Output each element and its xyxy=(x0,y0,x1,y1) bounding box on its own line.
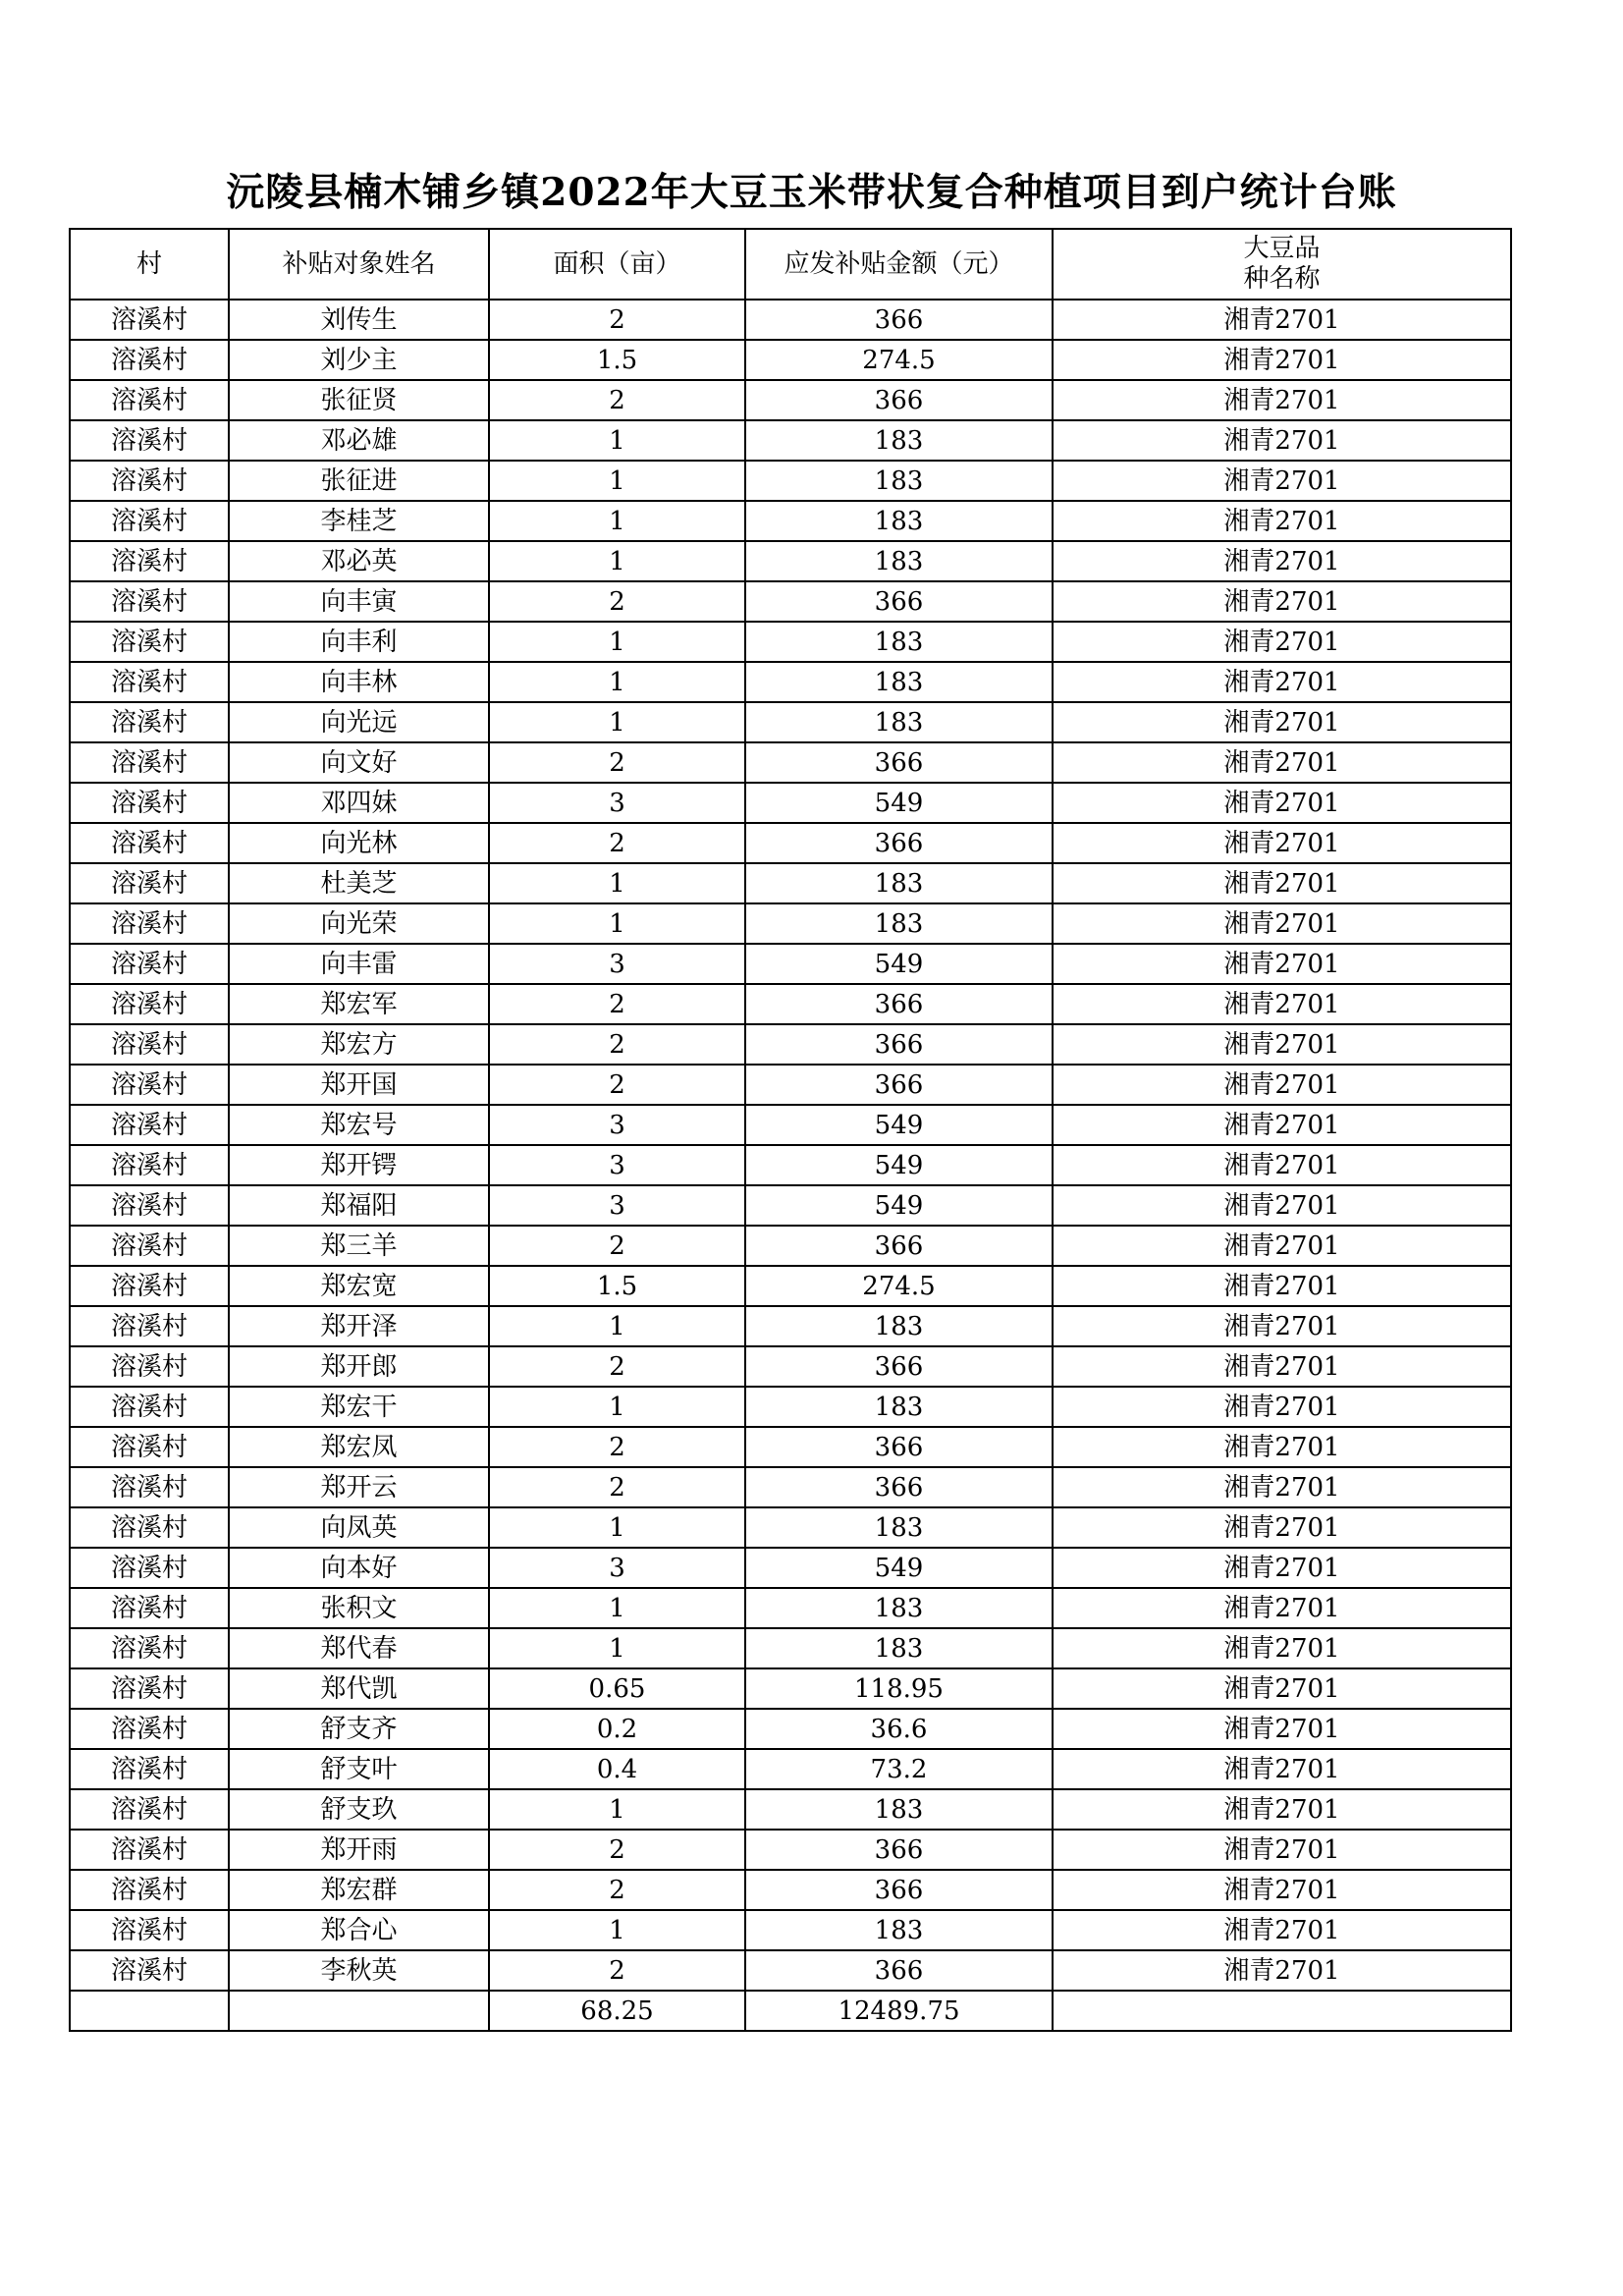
cell-amount: 366 xyxy=(745,1950,1053,1991)
cell-variety: 湘青2701 xyxy=(1053,783,1511,823)
cell-area: 1.5 xyxy=(489,340,745,380)
cell-amount: 183 xyxy=(745,1628,1053,1668)
table-row xyxy=(70,1628,1511,1668)
cell-variety: 湘青2701 xyxy=(1053,984,1511,1024)
table-row xyxy=(70,1709,1511,1749)
header-name: 补贴对象姓名 xyxy=(229,229,489,300)
total-village xyxy=(70,1991,229,2031)
cell-amount: 366 xyxy=(745,1226,1053,1266)
cell-variety: 湘青2701 xyxy=(1053,1427,1511,1467)
cell-amount: 549 xyxy=(745,1185,1053,1226)
cell-village: 溶溪村 xyxy=(70,944,229,984)
cell-name: 邓四妹 xyxy=(229,783,489,823)
cell-name: 向本好 xyxy=(229,1548,489,1588)
cell-village: 溶溪村 xyxy=(70,903,229,944)
table-row xyxy=(70,1226,1511,1266)
cell-area: 1 xyxy=(489,662,745,702)
cell-name: 郑宏宽 xyxy=(229,1266,489,1306)
cell-area: 1 xyxy=(489,501,745,541)
total-name xyxy=(229,1991,489,2031)
cell-variety: 湘青2701 xyxy=(1053,300,1511,340)
cell-village: 溶溪村 xyxy=(70,1105,229,1145)
cell-village: 溶溪村 xyxy=(70,1709,229,1749)
cell-amount: 183 xyxy=(745,1588,1053,1628)
cell-village: 溶溪村 xyxy=(70,1467,229,1507)
total-area: 68.25 xyxy=(489,1991,745,2031)
cell-area: 0.2 xyxy=(489,1709,745,1749)
cell-amount: 366 xyxy=(745,581,1053,622)
cell-variety: 湘青2701 xyxy=(1053,1346,1511,1387)
cell-amount: 73.2 xyxy=(745,1749,1053,1789)
cell-area: 2 xyxy=(489,984,745,1024)
cell-area: 1.5 xyxy=(489,1266,745,1306)
cell-name: 邓必英 xyxy=(229,541,489,581)
cell-variety: 湘青2701 xyxy=(1053,1910,1511,1950)
table-row xyxy=(70,420,1511,461)
cell-village: 溶溪村 xyxy=(70,1668,229,1709)
cell-name: 向凤英 xyxy=(229,1507,489,1548)
cell-amount: 366 xyxy=(745,300,1053,340)
cell-name: 舒支齐 xyxy=(229,1709,489,1749)
cell-area: 2 xyxy=(489,1226,745,1266)
cell-village: 溶溪村 xyxy=(70,1024,229,1065)
cell-area: 2 xyxy=(489,300,745,340)
cell-village: 溶溪村 xyxy=(70,1830,229,1870)
cell-variety: 湘青2701 xyxy=(1053,863,1511,903)
cell-name: 杜美芝 xyxy=(229,863,489,903)
cell-village: 溶溪村 xyxy=(70,984,229,1024)
cell-amount: 183 xyxy=(745,1789,1053,1830)
cell-area: 1 xyxy=(489,541,745,581)
cell-name: 向丰雷 xyxy=(229,944,489,984)
table-row xyxy=(70,1950,1511,1991)
cell-village: 溶溪村 xyxy=(70,1749,229,1789)
table-row xyxy=(70,903,1511,944)
cell-name: 郑宏干 xyxy=(229,1387,489,1427)
cell-amount: 183 xyxy=(745,863,1053,903)
cell-variety: 湘青2701 xyxy=(1053,340,1511,380)
cell-area: 2 xyxy=(489,1346,745,1387)
table-row xyxy=(70,380,1511,420)
cell-amount: 183 xyxy=(745,461,1053,501)
cell-area: 2 xyxy=(489,581,745,622)
cell-area: 3 xyxy=(489,783,745,823)
cell-village: 溶溪村 xyxy=(70,1145,229,1185)
ledger-table xyxy=(69,228,1512,2032)
total-row xyxy=(70,1991,1511,2031)
cell-village: 溶溪村 xyxy=(70,823,229,863)
cell-variety: 湘青2701 xyxy=(1053,742,1511,783)
cell-name: 李秋英 xyxy=(229,1950,489,1991)
cell-area: 2 xyxy=(489,1830,745,1870)
cell-area: 3 xyxy=(489,944,745,984)
cell-village: 溶溪村 xyxy=(70,1226,229,1266)
cell-variety: 湘青2701 xyxy=(1053,1266,1511,1306)
cell-variety: 湘青2701 xyxy=(1053,662,1511,702)
header-amount: 应发补贴金额（元） xyxy=(745,229,1053,300)
table-row xyxy=(70,622,1511,662)
cell-village: 溶溪村 xyxy=(70,1427,229,1467)
table-row xyxy=(70,541,1511,581)
cell-name: 郑代春 xyxy=(229,1628,489,1668)
cell-area: 2 xyxy=(489,1065,745,1105)
table-row xyxy=(70,581,1511,622)
cell-area: 2 xyxy=(489,742,745,783)
cell-variety: 湘青2701 xyxy=(1053,1628,1511,1668)
cell-name: 向丰林 xyxy=(229,662,489,702)
cell-name: 郑宏方 xyxy=(229,1024,489,1065)
cell-village: 溶溪村 xyxy=(70,1950,229,1991)
cell-name: 郑三羊 xyxy=(229,1226,489,1266)
cell-amount: 366 xyxy=(745,1870,1053,1910)
cell-name: 郑宏群 xyxy=(229,1870,489,1910)
table-row xyxy=(70,823,1511,863)
cell-amount: 549 xyxy=(745,783,1053,823)
cell-area: 2 xyxy=(489,1024,745,1065)
table-row xyxy=(70,1668,1511,1709)
cell-amount: 274.5 xyxy=(745,1266,1053,1306)
cell-village: 溶溪村 xyxy=(70,1185,229,1226)
cell-area: 3 xyxy=(489,1145,745,1185)
cell-village: 溶溪村 xyxy=(70,1346,229,1387)
cell-area: 1 xyxy=(489,1588,745,1628)
cell-name: 张征进 xyxy=(229,461,489,501)
cell-name: 向文好 xyxy=(229,742,489,783)
cell-variety: 湘青2701 xyxy=(1053,903,1511,944)
cell-amount: 183 xyxy=(745,420,1053,461)
cell-amount: 183 xyxy=(745,501,1053,541)
cell-village: 溶溪村 xyxy=(70,1387,229,1427)
cell-area: 2 xyxy=(489,1950,745,1991)
cell-area: 0.65 xyxy=(489,1668,745,1709)
cell-variety: 湘青2701 xyxy=(1053,1145,1511,1185)
cell-area: 2 xyxy=(489,1467,745,1507)
cell-area: 0.4 xyxy=(489,1749,745,1789)
header-variety xyxy=(1053,229,1511,300)
cell-village: 溶溪村 xyxy=(70,581,229,622)
table-row xyxy=(70,783,1511,823)
cell-area: 1 xyxy=(489,622,745,662)
cell-amount: 366 xyxy=(745,1427,1053,1467)
cell-village: 溶溪村 xyxy=(70,541,229,581)
cell-amount: 183 xyxy=(745,1306,1053,1346)
cell-village: 溶溪村 xyxy=(70,783,229,823)
cell-name: 郑合心 xyxy=(229,1910,489,1950)
cell-village: 溶溪村 xyxy=(70,1870,229,1910)
cell-name: 郑代凯 xyxy=(229,1668,489,1709)
cell-variety: 湘青2701 xyxy=(1053,1467,1511,1507)
cell-variety: 湘青2701 xyxy=(1053,823,1511,863)
cell-village: 溶溪村 xyxy=(70,702,229,742)
table-row xyxy=(70,1266,1511,1306)
cell-area: 1 xyxy=(489,1306,745,1346)
ledger-body xyxy=(70,300,1511,1991)
total-amount: 12489.75 xyxy=(745,1991,1053,2031)
cell-village: 溶溪村 xyxy=(70,662,229,702)
cell-area: 1 xyxy=(489,863,745,903)
cell-area: 2 xyxy=(489,1870,745,1910)
cell-area: 1 xyxy=(489,1910,745,1950)
table-row xyxy=(70,1467,1511,1507)
table-row xyxy=(70,1145,1511,1185)
cell-village: 溶溪村 xyxy=(70,1507,229,1548)
cell-variety: 湘青2701 xyxy=(1053,1024,1511,1065)
cell-area: 3 xyxy=(489,1548,745,1588)
cell-variety: 湘青2701 xyxy=(1053,581,1511,622)
cell-amount: 36.6 xyxy=(745,1709,1053,1749)
cell-name: 郑开雨 xyxy=(229,1830,489,1870)
cell-name: 向光林 xyxy=(229,823,489,863)
cell-name: 刘少主 xyxy=(229,340,489,380)
cell-name: 郑开泽 xyxy=(229,1306,489,1346)
cell-village: 溶溪村 xyxy=(70,742,229,783)
cell-area: 3 xyxy=(489,1185,745,1226)
cell-village: 溶溪村 xyxy=(70,380,229,420)
cell-village: 溶溪村 xyxy=(70,863,229,903)
cell-village: 溶溪村 xyxy=(70,1065,229,1105)
cell-name: 舒支叶 xyxy=(229,1749,489,1789)
cell-variety: 湘青2701 xyxy=(1053,1588,1511,1628)
table-row xyxy=(70,1830,1511,1870)
table-row xyxy=(70,1789,1511,1830)
total-variety xyxy=(1053,1991,1511,2031)
cell-name: 舒支玖 xyxy=(229,1789,489,1830)
table-row xyxy=(70,742,1511,783)
cell-amount: 366 xyxy=(745,1024,1053,1065)
table-row xyxy=(70,1105,1511,1145)
cell-amount: 549 xyxy=(745,944,1053,984)
cell-area: 1 xyxy=(489,903,745,944)
cell-village: 溶溪村 xyxy=(70,1548,229,1588)
table-row xyxy=(70,300,1511,340)
header-variety-line2: 种名称 xyxy=(1243,264,1321,294)
cell-name: 向光远 xyxy=(229,702,489,742)
cell-name: 郑开云 xyxy=(229,1467,489,1507)
cell-village: 溶溪村 xyxy=(70,300,229,340)
cell-amount: 549 xyxy=(745,1145,1053,1185)
cell-variety: 湘青2701 xyxy=(1053,380,1511,420)
table-row xyxy=(70,1548,1511,1588)
cell-amount: 549 xyxy=(745,1548,1053,1588)
cell-area: 1 xyxy=(489,1387,745,1427)
header-village: 村 xyxy=(70,229,229,300)
cell-variety: 湘青2701 xyxy=(1053,622,1511,662)
cell-variety: 湘青2701 xyxy=(1053,1749,1511,1789)
cell-name: 郑宏凤 xyxy=(229,1427,489,1467)
cell-variety: 湘青2701 xyxy=(1053,1709,1511,1749)
table-row xyxy=(70,702,1511,742)
cell-variety: 湘青2701 xyxy=(1053,944,1511,984)
cell-amount: 183 xyxy=(745,662,1053,702)
cell-amount: 366 xyxy=(745,742,1053,783)
cell-name: 郑福阳 xyxy=(229,1185,489,1226)
cell-name: 郑开国 xyxy=(229,1065,489,1105)
cell-name: 向丰寅 xyxy=(229,581,489,622)
cell-name: 邓必雄 xyxy=(229,420,489,461)
cell-village: 溶溪村 xyxy=(70,420,229,461)
cell-variety: 湘青2701 xyxy=(1053,1830,1511,1870)
cell-area: 1 xyxy=(489,1507,745,1548)
table-row xyxy=(70,1306,1511,1346)
cell-variety: 湘青2701 xyxy=(1053,1548,1511,1588)
table-row xyxy=(70,1507,1511,1548)
cell-variety: 湘青2701 xyxy=(1053,1870,1511,1910)
cell-variety: 湘青2701 xyxy=(1053,420,1511,461)
cell-variety: 湘青2701 xyxy=(1053,1789,1511,1830)
table-row xyxy=(70,1910,1511,1950)
cell-variety: 湘青2701 xyxy=(1053,1507,1511,1548)
cell-amount: 183 xyxy=(745,541,1053,581)
header-area: 面积（亩） xyxy=(489,229,745,300)
cell-village: 溶溪村 xyxy=(70,1789,229,1830)
table-row xyxy=(70,944,1511,984)
cell-amount: 366 xyxy=(745,1467,1053,1507)
cell-name: 郑宏军 xyxy=(229,984,489,1024)
cell-village: 溶溪村 xyxy=(70,461,229,501)
cell-amount: 366 xyxy=(745,984,1053,1024)
cell-variety: 湘青2701 xyxy=(1053,461,1511,501)
cell-area: 2 xyxy=(489,823,745,863)
cell-village: 溶溪村 xyxy=(70,1910,229,1950)
cell-village: 溶溪村 xyxy=(70,501,229,541)
table-row xyxy=(70,1870,1511,1910)
cell-amount: 183 xyxy=(745,1387,1053,1427)
table-row xyxy=(70,1346,1511,1387)
cell-variety: 湘青2701 xyxy=(1053,1105,1511,1145)
cell-name: 郑宏号 xyxy=(229,1105,489,1145)
cell-name: 李桂芝 xyxy=(229,501,489,541)
cell-village: 溶溪村 xyxy=(70,1266,229,1306)
cell-variety: 湘青2701 xyxy=(1053,1306,1511,1346)
cell-amount: 366 xyxy=(745,1830,1053,1870)
table-row xyxy=(70,340,1511,380)
table-row xyxy=(70,501,1511,541)
cell-village: 溶溪村 xyxy=(70,1588,229,1628)
cell-village: 溶溪村 xyxy=(70,1306,229,1346)
cell-area: 1 xyxy=(489,1628,745,1668)
cell-variety: 湘青2701 xyxy=(1053,501,1511,541)
cell-name: 郑开郎 xyxy=(229,1346,489,1387)
cell-amount: 366 xyxy=(745,1065,1053,1105)
cell-variety: 湘青2701 xyxy=(1053,1950,1511,1991)
cell-amount: 183 xyxy=(745,903,1053,944)
cell-variety: 湘青2701 xyxy=(1053,1185,1511,1226)
cell-amount: 183 xyxy=(745,622,1053,662)
cell-name: 向光荣 xyxy=(229,903,489,944)
table-row xyxy=(70,1387,1511,1427)
table-row xyxy=(70,863,1511,903)
cell-village: 溶溪村 xyxy=(70,1628,229,1668)
table-row xyxy=(70,1185,1511,1226)
cell-amount: 366 xyxy=(745,1346,1053,1387)
cell-area: 2 xyxy=(489,1427,745,1467)
table-row xyxy=(70,461,1511,501)
cell-amount: 549 xyxy=(745,1105,1053,1145)
cell-village: 溶溪村 xyxy=(70,622,229,662)
header-row xyxy=(70,229,1511,300)
cell-area: 3 xyxy=(489,1105,745,1145)
table-row xyxy=(70,1749,1511,1789)
table-row xyxy=(70,1588,1511,1628)
cell-area: 2 xyxy=(489,380,745,420)
cell-amount: 118.95 xyxy=(745,1668,1053,1709)
cell-variety: 湘青2701 xyxy=(1053,1065,1511,1105)
cell-area: 1 xyxy=(489,1789,745,1830)
cell-amount: 183 xyxy=(745,1910,1053,1950)
cell-area: 1 xyxy=(489,702,745,742)
cell-amount: 183 xyxy=(745,702,1053,742)
cell-name: 向丰利 xyxy=(229,622,489,662)
header-variety-line1: 大豆品 xyxy=(1243,234,1321,263)
cell-name: 张积文 xyxy=(229,1588,489,1628)
cell-amount: 274.5 xyxy=(745,340,1053,380)
cell-variety: 湘青2701 xyxy=(1053,1387,1511,1427)
cell-name: 张征贤 xyxy=(229,380,489,420)
table-row xyxy=(70,1427,1511,1467)
cell-area: 1 xyxy=(489,461,745,501)
cell-variety: 湘青2701 xyxy=(1053,541,1511,581)
cell-variety: 湘青2701 xyxy=(1053,1226,1511,1266)
table-row xyxy=(70,1065,1511,1105)
cell-amount: 183 xyxy=(745,1507,1053,1548)
cell-amount: 366 xyxy=(745,380,1053,420)
cell-name: 郑开锷 xyxy=(229,1145,489,1185)
cell-area: 1 xyxy=(489,420,745,461)
table-row xyxy=(70,984,1511,1024)
cell-variety: 湘青2701 xyxy=(1053,1668,1511,1709)
table-row xyxy=(70,662,1511,702)
cell-village: 溶溪村 xyxy=(70,340,229,380)
table-row xyxy=(70,1024,1511,1065)
cell-amount: 366 xyxy=(745,823,1053,863)
cell-name: 刘传生 xyxy=(229,300,489,340)
cell-variety: 湘青2701 xyxy=(1053,702,1511,742)
document-title: 沅陵县楠木铺乡镇2022年大豆玉米带状复合种植项目到户统计台账 xyxy=(226,170,1397,215)
